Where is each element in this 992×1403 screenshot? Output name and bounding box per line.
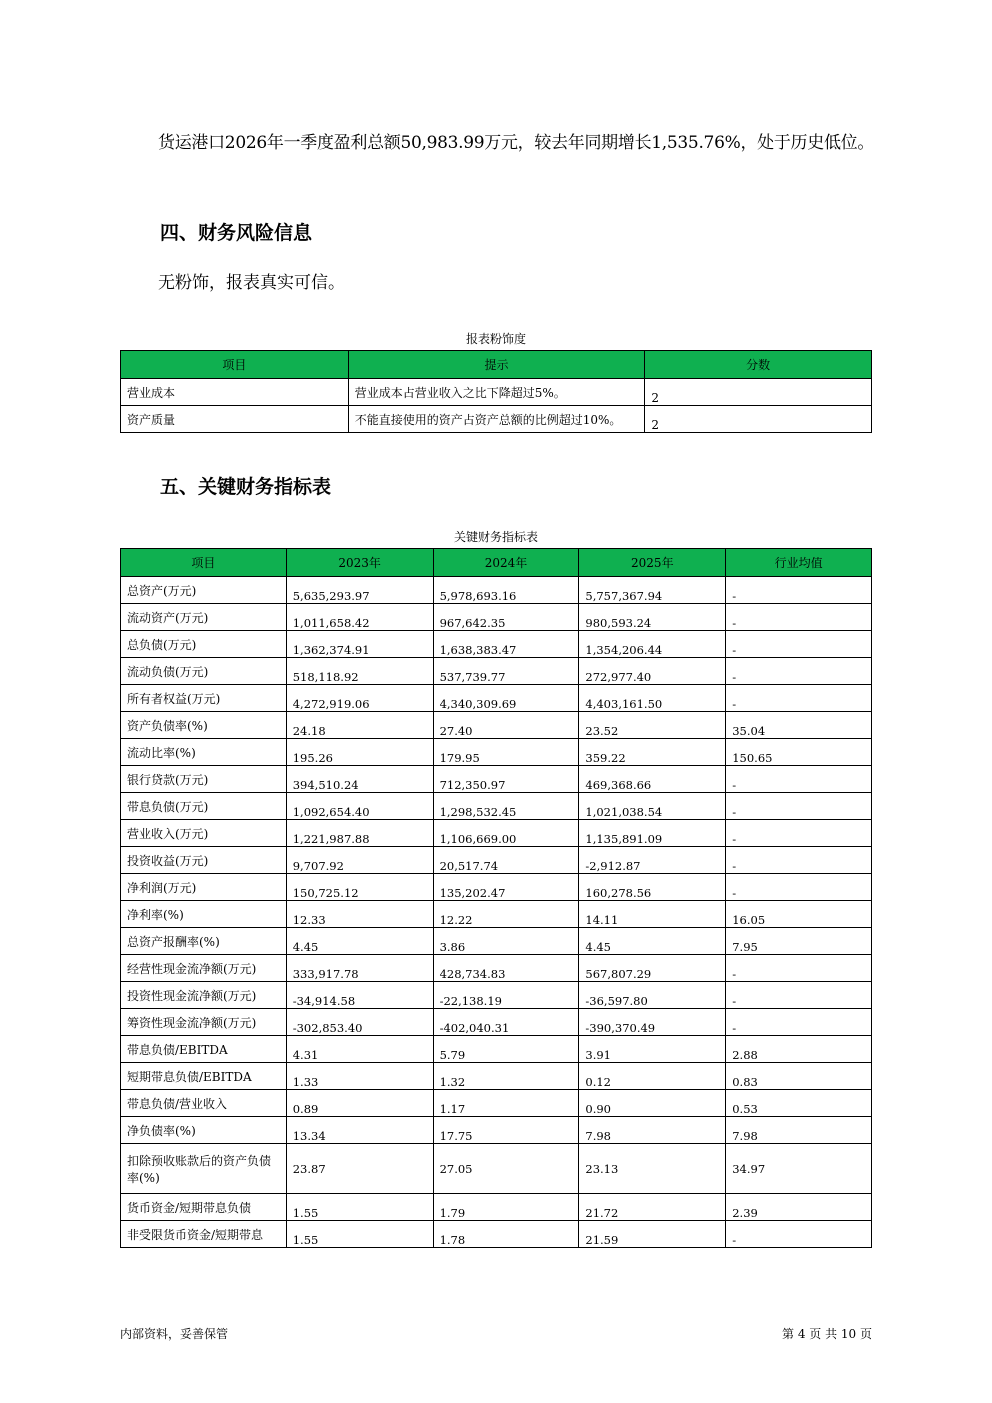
indicator-value-cell: 4,340,309.69 [433, 685, 579, 712]
indicator-value-cell: 0.53 [726, 1090, 872, 1117]
indicator-table-row [121, 874, 872, 901]
indicator-value-cell: 179.95 [433, 739, 579, 766]
risk-cell: 不能直接使用的资产占资产总额的比例超过10%。 [348, 406, 645, 433]
indicator-header-cell: 2023年 [286, 549, 433, 577]
indicator-label-cell: 净利润(万元) [121, 874, 287, 901]
risk-cell: 2 [645, 406, 872, 433]
indicator-value-cell: 1.32 [433, 1063, 579, 1090]
indicator-value-cell: 12.22 [433, 901, 579, 928]
indicator-value-cell: 5,635,293.97 [286, 577, 433, 604]
indicator-header-cell: 2025年 [579, 549, 726, 577]
risk-table-caption: 报表粉饰度 [465, 332, 526, 346]
indicator-value-cell: 4.45 [286, 928, 433, 955]
indicator-table-caption: 关键财务指标表 [453, 530, 538, 544]
indicator-table-row [121, 1036, 872, 1063]
indicator-value-cell: 712,350.97 [433, 766, 579, 793]
indicator-label-cell: 带息负债(万元) [121, 793, 287, 820]
indicator-header-cell: 行业均值 [726, 549, 872, 577]
indicator-label-cell: 营业收入(万元) [121, 820, 287, 847]
indicator-value-cell: 567,807.29 [579, 955, 726, 982]
indicator-value-cell: - [726, 982, 872, 1009]
indicator-value-cell: 0.83 [726, 1063, 872, 1090]
indicator-value-cell: 1,092,654.40 [286, 793, 433, 820]
footer-confidential: 内部资料，妥善保管 [120, 1327, 229, 1341]
indicator-table-row [121, 1009, 872, 1036]
indicator-value-cell: 518,118.92 [286, 658, 433, 685]
indicator-table-row [121, 1194, 872, 1221]
indicator-value-cell: - [726, 685, 872, 712]
indicator-value-cell: 4,272,919.06 [286, 685, 433, 712]
section4-heading: 四、财务风险信息 [160, 222, 313, 244]
indicator-label-cell: 带息负债/EBITDA [121, 1036, 287, 1063]
indicator-table-row [121, 1144, 872, 1194]
indicator-value-cell: - [726, 874, 872, 901]
indicator-value-cell: - [726, 1221, 872, 1248]
indicator-label-cell: 总资产(万元) [121, 577, 287, 604]
indicator-table-row [121, 604, 872, 631]
section5-heading: 五、关键财务指标表 [160, 476, 332, 498]
indicator-value-cell: - [726, 820, 872, 847]
risk-cell: 营业成本 [121, 379, 349, 406]
indicator-value-cell: 3.86 [433, 928, 579, 955]
indicator-table-row [121, 1221, 872, 1248]
indicator-label-cell: 净负债率(%) [121, 1117, 287, 1144]
indicator-value-cell: 1.55 [286, 1221, 433, 1248]
indicator-value-cell: -34,914.58 [286, 982, 433, 1009]
indicator-value-cell: 1,011,658.42 [286, 604, 433, 631]
indicator-value-cell: - [726, 793, 872, 820]
indicator-value-cell: 16.05 [726, 901, 872, 928]
indicator-table-row [121, 820, 872, 847]
indicator-value-cell: -402,040.31 [433, 1009, 579, 1036]
indicator-value-cell: 13.34 [286, 1117, 433, 1144]
indicator-value-cell: - [726, 847, 872, 874]
indicator-table-row [121, 631, 872, 658]
indicator-value-cell: 5,757,367.94 [579, 577, 726, 604]
risk-table-row [121, 379, 872, 406]
indicator-label-cell: 短期带息负债/EBITDA [121, 1063, 287, 1090]
indicator-value-cell: 537,739.77 [433, 658, 579, 685]
indicator-value-cell: 1.79 [433, 1194, 579, 1221]
intro-paragraph: 货运港口2026年一季度盈利总额50,983.99万元，较去年同期增长1,535.76%，处于历史低位。 [158, 133, 875, 153]
indicator-value-cell: 27.05 [433, 1144, 579, 1194]
indicator-value-cell: 333,917.78 [286, 955, 433, 982]
risk-header-cell: 项目 [121, 351, 349, 379]
indicator-value-cell: - [726, 604, 872, 631]
indicator-label-cell: 货币资金/短期带息负债 [121, 1194, 287, 1221]
indicator-value-cell: 150.65 [726, 739, 872, 766]
indicator-value-cell: 1.55 [286, 1194, 433, 1221]
indicator-value-cell: -36,597.80 [579, 982, 726, 1009]
indicator-value-cell: - [726, 1009, 872, 1036]
indicator-value-cell: 359.22 [579, 739, 726, 766]
indicator-label-cell: 资产负债率(%) [121, 712, 287, 739]
indicator-value-cell: 21.59 [579, 1221, 726, 1248]
indicator-table-row [121, 1090, 872, 1117]
indicator-value-cell: 428,734.83 [433, 955, 579, 982]
indicator-value-cell: 5.79 [433, 1036, 579, 1063]
indicator-value-cell: 1,354,206.44 [579, 631, 726, 658]
indicator-value-cell: 1,221,987.88 [286, 820, 433, 847]
indicator-value-cell: 1.78 [433, 1221, 579, 1248]
risk-table-row [121, 406, 872, 433]
indicator-label-cell: 净利率(%) [121, 901, 287, 928]
indicator-value-cell: 1,021,038.54 [579, 793, 726, 820]
indicator-value-cell: 967,642.35 [433, 604, 579, 631]
indicator-value-cell: 4.31 [286, 1036, 433, 1063]
indicator-value-cell: 2.39 [726, 1194, 872, 1221]
indicator-value-cell: 12.33 [286, 901, 433, 928]
indicator-value-cell: 1.33 [286, 1063, 433, 1090]
indicator-table-row [121, 928, 872, 955]
indicator-value-cell: 4.45 [579, 928, 726, 955]
indicator-value-cell: 1.17 [433, 1090, 579, 1117]
indicator-value-cell: - [726, 658, 872, 685]
indicator-value-cell: 469,368.66 [579, 766, 726, 793]
indicator-value-cell: 14.11 [579, 901, 726, 928]
indicator-value-cell: 7.98 [579, 1117, 726, 1144]
indicator-value-cell: 7.95 [726, 928, 872, 955]
indicator-label-cell: 银行贷款(万元) [121, 766, 287, 793]
indicator-value-cell: - [726, 577, 872, 604]
indicator-table-row [121, 658, 872, 685]
indicator-label-cell: 流动比率(%) [121, 739, 287, 766]
risk-header-cell: 分数 [645, 351, 872, 379]
indicator-value-cell: 24.18 [286, 712, 433, 739]
indicator-value-cell: 9,707.92 [286, 847, 433, 874]
indicator-value-cell: 1,106,669.00 [433, 820, 579, 847]
risk-table-header-row [121, 351, 872, 379]
indicator-value-cell: 35.04 [726, 712, 872, 739]
indicator-value-cell: - [726, 631, 872, 658]
indicator-header-cell: 2024年 [433, 549, 579, 577]
indicator-value-cell: 2.88 [726, 1036, 872, 1063]
indicator-value-cell: 135,202.47 [433, 874, 579, 901]
risk-cell: 营业成本占营业收入之比下降超过5%。 [348, 379, 645, 406]
indicator-value-cell: 0.90 [579, 1090, 726, 1117]
indicator-header-cell: 项目 [121, 549, 287, 577]
indicator-value-cell: 4,403,161.50 [579, 685, 726, 712]
risk-cell: 资产质量 [121, 406, 349, 433]
indicator-value-cell: 21.72 [579, 1194, 726, 1221]
indicator-table-row [121, 1063, 872, 1090]
indicator-value-cell: -390,370.49 [579, 1009, 726, 1036]
indicator-table [120, 548, 872, 1248]
indicator-value-cell: 27.40 [433, 712, 579, 739]
indicator-label-cell: 流动负债(万元) [121, 658, 287, 685]
indicator-label-cell: 总负债(万元) [121, 631, 287, 658]
indicator-value-cell: 23.52 [579, 712, 726, 739]
indicator-value-cell: -2,912.87 [579, 847, 726, 874]
indicator-value-cell: 394,510.24 [286, 766, 433, 793]
indicator-value-cell: - [726, 955, 872, 982]
indicator-table-row [121, 982, 872, 1009]
indicator-table-row [121, 847, 872, 874]
indicator-value-cell: 0.89 [286, 1090, 433, 1117]
indicator-label-cell: 流动资产(万元) [121, 604, 287, 631]
indicator-table-row [121, 577, 872, 604]
indicator-value-cell: 272,977.40 [579, 658, 726, 685]
indicator-table-row [121, 793, 872, 820]
indicator-value-cell: 195.26 [286, 739, 433, 766]
indicator-value-cell: 1,638,383.47 [433, 631, 579, 658]
indicator-table-row [121, 712, 872, 739]
indicator-table-row [121, 739, 872, 766]
indicator-label-cell: 所有者权益(万元) [121, 685, 287, 712]
indicator-value-cell: 17.75 [433, 1117, 579, 1144]
indicator-label-cell: 总资产报酬率(%) [121, 928, 287, 955]
indicator-value-cell: 980,593.24 [579, 604, 726, 631]
indicator-table-row [121, 766, 872, 793]
indicator-value-cell: -22,138.19 [433, 982, 579, 1009]
indicator-label-cell: 经营性现金流净额(万元) [121, 955, 287, 982]
indicator-value-cell: 160,278.56 [579, 874, 726, 901]
indicator-table-row [121, 901, 872, 928]
indicator-label-cell: 筹资性现金流净额(万元) [121, 1009, 287, 1036]
indicator-table-row [121, 685, 872, 712]
indicator-value-cell: 5,978,693.16 [433, 577, 579, 604]
indicator-label-cell: 投资性现金流净额(万元) [121, 982, 287, 1009]
indicator-value-cell: -302,853.40 [286, 1009, 433, 1036]
indicator-label-cell: 投资收益(万元) [121, 847, 287, 874]
indicator-value-cell: 34.97 [726, 1144, 872, 1194]
indicator-value-cell: 0.12 [579, 1063, 726, 1090]
indicator-label-cell: 扣除预收账款后的资产负债率(%) [121, 1144, 287, 1194]
indicator-value-cell: 1,135,891.09 [579, 820, 726, 847]
risk-table [120, 350, 872, 433]
indicator-table-header-row [121, 549, 872, 577]
indicator-value-cell: 23.87 [286, 1144, 433, 1194]
indicator-value-cell: 150,725.12 [286, 874, 433, 901]
indicator-value-cell: - [726, 766, 872, 793]
indicator-label-cell: 非受限货币资金/短期带息 [121, 1221, 287, 1248]
indicator-value-cell: 3.91 [579, 1036, 726, 1063]
risk-header-cell: 提示 [348, 351, 645, 379]
indicator-value-cell: 20,517.74 [433, 847, 579, 874]
indicator-value-cell: 7.98 [726, 1117, 872, 1144]
indicator-value-cell: 1,362,374.91 [286, 631, 433, 658]
indicator-table-row [121, 1117, 872, 1144]
section4-text: 无粉饰，报表真实可信。 [158, 273, 345, 293]
indicator-value-cell: 23.13 [579, 1144, 726, 1194]
indicator-value-cell: 1,298,532.45 [433, 793, 579, 820]
indicator-label-cell: 带息负债/营业收入 [121, 1090, 287, 1117]
footer-page-number: 第 4 页 共 10 页 [782, 1327, 872, 1341]
risk-cell: 2 [645, 379, 872, 406]
indicator-table-row [121, 955, 872, 982]
